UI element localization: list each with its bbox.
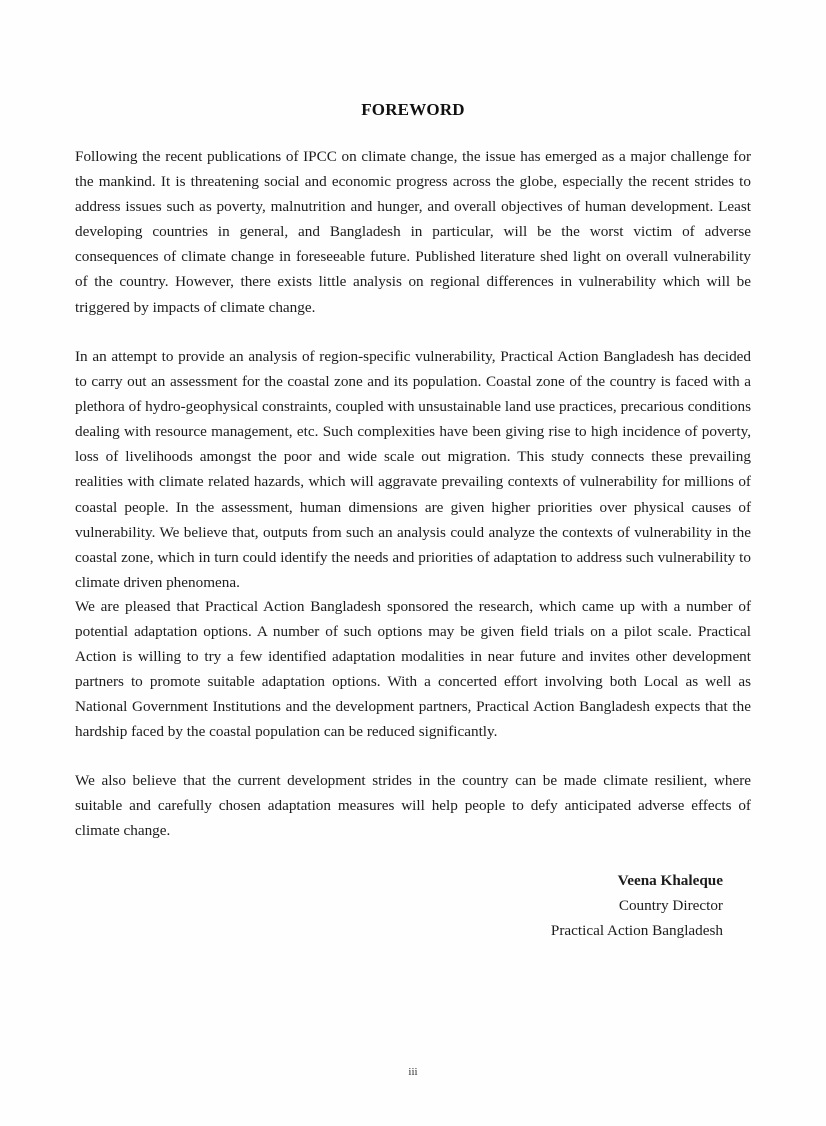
page-number: iii	[408, 1066, 418, 1078]
paragraph-2	[75, 344, 751, 595]
page-title: FOREWORD	[361, 100, 465, 119]
paragraph-text: We are pleased that Practical Action Bangladesh sponsored the research, which came up with a number of potential adaptation options. A number of such options may be given field trials on a pilot scale. Practical Action is willing to try a few identified adaptation modalities in near future and invites other development partners to promote suitable adaptation options. With a concerted effort involving both Local as well as National Government Institutions and the development partners, Practical Action Bangladesh expects that the hardship faced by the coastal population can be reduced significantly.	[75, 598, 751, 741]
paragraph-3	[75, 594, 751, 745]
signature-block	[551, 868, 723, 943]
signatory-position: Country Director	[618, 897, 723, 914]
paragraph-1	[75, 144, 751, 320]
signatory-organization: Practical Action Bangladesh	[550, 922, 723, 939]
paragraph-4	[75, 768, 751, 843]
paragraph-text: In an attempt to provide an analysis of region-specific vulnerability, Practical Action Bangladesh has decided to carry out an assessment for the coastal zone and its population. Coastal zone of the country is faced with a plethora of hydro-geophysical constraints, coupled with unsustainable land use practices, precarious conditions dealing with resource management, etc. Such complexities have been giving rise to high incidence of poverty, loss of livelihoods amongst the poor and wide scale out migration. This study connects these prevailing realities with climate related hazards, which will aggravate prevailing contexts of vulnerability for millions of coastal people. In the assessment, human dimensions are given higher priorities over physical causes of vulnerability. We believe that, outputs from such an analysis could analyze the contexts of vulnerability in the coastal zone, which in turn could identify the needs and priorities of adaptation to address such vulnerability to climate driven phenomena.	[75, 348, 751, 591]
paragraph-text: Following the recent publications of IPCC on climate change, the issue has emerged as a major challenge for the mankind. It is threatening social and economic progress across the globe, especially the recent strides to address issues such as poverty, malnutrition and hunger, and overall objectives of human development. Least developing countries in general, and Bangladesh in particular, will be the worst victim of adverse consequences of climate change in foreseeable future. Published literature shed light on overall vulnerability of the country. However, there exists little analysis on regional differences in vulnerability which will be triggered by impacts of climate change.	[75, 148, 751, 316]
signatory-name: Veena Khaleque	[617, 872, 723, 889]
paragraph-text: We also believe that the current development strides in the country can be made climate resilient, where suitable and carefully chosen adaptation measures will help people to defy anticipated adverse effects of climate change.	[75, 772, 751, 840]
